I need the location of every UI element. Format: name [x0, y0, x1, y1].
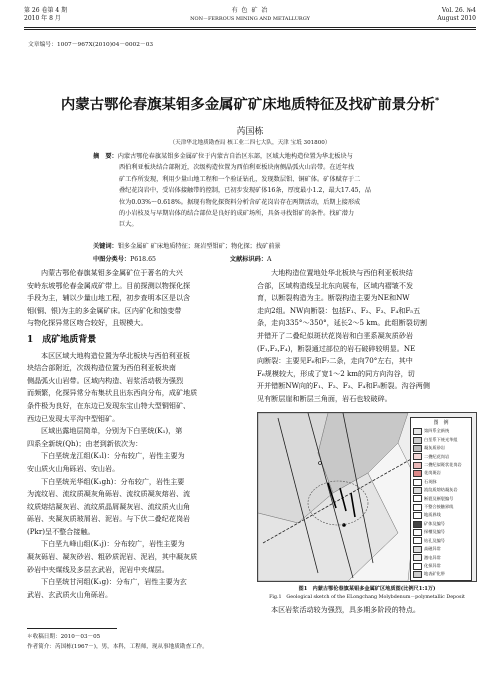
header-rule-2	[24, 29, 476, 30]
text-line: 安山质火山角砾岩、安山岩。	[27, 463, 120, 473]
text-line: 侧晶弧火山岩带。区域内构造、岩浆活动极为强烈	[27, 375, 184, 385]
figure-caption-en: Fig.1 Geological sketch of the ELongchang Molybdenum－polymetallic Deposit	[269, 595, 465, 600]
keywords	[93, 241, 423, 252]
legend-item	[413, 444, 469, 452]
text-line: 并错开了二叠纪似斑状花岗岩和白垩系凝灰质砂岩	[257, 330, 414, 340]
author-bio: 作者简介：芮国栋(1967－)，男，本科，工程师，现从事地质勘查工作。	[27, 644, 208, 650]
abstract-line: 位为0.03%～0.618%。据现有物化探资料分析含矿花岗岩存在两期活动，后期上接形成	[119, 198, 361, 206]
abstract-line: 矿工作所发现，利用少量山地工程和一个验证钻孔，发现数层钼、铜矿体。矿体赋存于二	[119, 175, 361, 183]
author-name: 芮国栋	[236, 127, 264, 137]
legend-swatch	[413, 504, 422, 511]
doc-code-label: 文献标识码：	[229, 256, 268, 263]
legend-label: 矿体及编号	[424, 520, 445, 526]
legend-item	[413, 436, 469, 444]
clc-label: 中图分类号：	[93, 256, 131, 263]
text-line: (F₁,F₂,F₄)，断裂通过部位的岩石破碎较明显。NE	[257, 343, 416, 353]
journal-volume-en: Vol. 26. №4	[441, 7, 476, 14]
legend-label: 二叠纪似斑状花岗岩	[424, 462, 462, 468]
legend-label: 凝灰质砂岩	[424, 445, 445, 451]
legend-swatch	[413, 437, 422, 444]
text-line: F₆规模较大，形成了宽1～2 km的同方向沟谷，切	[257, 368, 415, 378]
legend-rows	[413, 427, 469, 578]
legend-label: 断裂及断裂编号	[424, 495, 454, 501]
text-line: 砾岩、夹凝灰质玻屑岩、泥岩。与下伏二叠纪花岗岩	[27, 514, 191, 524]
text-line: 条，走向335°～350°，延长2～5 km。此组断裂切割	[257, 318, 427, 328]
text-line: 安岭东坡鄂伦春金属成矿带上。目前探测以物探化探	[27, 280, 191, 290]
author-affiliation: （天津华北地质勘查局 核工业二四七大队，天津 宝坻 301800）	[169, 140, 331, 146]
legend-item	[413, 554, 469, 562]
text-line: 下白垩九峰山组(K₁j)：分布较广，岩性主要为	[41, 539, 185, 549]
text-line: 见有断层崖和断层三角面，岩石也较破碎。	[257, 393, 392, 403]
legend-swatch	[413, 470, 422, 477]
legend-label: 钻孔及编号	[424, 537, 445, 543]
legend-item	[413, 478, 469, 486]
legend-title: 图 例	[433, 420, 449, 426]
after-figure-text	[257, 604, 477, 617]
abstract-line: 巨大。	[119, 221, 138, 229]
right-column	[257, 267, 477, 406]
map-legend	[410, 417, 472, 581]
text-line: 钼(铜、银)为主的多金属矿床。区内矿化和蚀变带	[27, 305, 182, 315]
legend-label: 激电异常	[424, 554, 441, 560]
abstract-line	[93, 151, 423, 162]
text-line: 条件极为良好，在东边已发现东宝山特大型铜钼矿、	[27, 400, 191, 410]
journal-date: 2010 年 8 月	[24, 15, 61, 22]
legend-swatch	[413, 554, 422, 561]
abstract-text: 内蒙古鄂伦春旗某钼多金属矿位于内蒙古自治区东部，区域大地构造位置为华北板块与	[117, 153, 353, 160]
doc-code: A	[267, 256, 272, 263]
legend-label: 高磁异常	[424, 546, 441, 552]
text-line: 四系全新统(Qh)；由老到新依次为：	[27, 438, 143, 448]
title-footnote-mark: *	[434, 96, 440, 106]
legend-swatch	[413, 563, 422, 570]
text-line: 为流纹岩、流纹质凝灰角砾岩、流纹质凝灰熔岩、流	[27, 489, 191, 499]
journal-name-en: NON－FERROUS MINING AND METALLURGY	[190, 16, 310, 22]
journal-date-en: August 2010	[437, 15, 476, 22]
text-line: 下白垩统龙江组(K₁l)：分布较广，岩性主要为	[41, 451, 185, 461]
text-line: 区域出露地层简单，分别为下白垩统(K₁)，第	[41, 426, 183, 436]
legend-item	[413, 562, 469, 570]
received-date: ＊收稿日期：2010－03－05	[27, 634, 101, 640]
text-line: 本区区域大地构造位置为华北板块与西伯利亚板	[41, 350, 190, 360]
legend-swatch	[413, 546, 422, 553]
paper-title-text: 内蒙古鄂伦春旗某钼多金属矿矿床地质特征及找矿前景分析	[60, 97, 435, 113]
legend-label: 二叠纪花岗岩	[424, 453, 450, 459]
text-line: 武岩、玄武质火山角砾岩。	[27, 589, 113, 599]
text-line: 而频繁，化探异常分布集状且出东西向分布，成矿地质	[27, 388, 198, 398]
legend-label: 第四系全新统	[424, 428, 450, 434]
legend-label: 流纹质熔结凝灰岩	[424, 487, 458, 493]
text-line: 手段为主，辅以少量山地工程，初步查明本区是以含	[27, 293, 191, 303]
abstract-label: 摘 要：	[93, 153, 118, 160]
footnote-rule	[27, 628, 117, 629]
figure-caption	[257, 585, 477, 602]
legend-item	[413, 520, 469, 528]
legend-item	[413, 503, 469, 511]
legend-item	[413, 495, 469, 503]
abstract-line: 叠纪花岗岩中，受岩体接触带的控制，已初步发现矿体16条，厚度最小1.2，最大17.45，品	[119, 187, 371, 195]
legend-item	[413, 528, 469, 536]
legend-swatch	[413, 462, 422, 469]
legend-swatch	[413, 495, 422, 502]
legend-label: 地质界线	[424, 512, 441, 518]
text-line: 下白垩统甘河组(K₁g)：分布广，岩性主要为玄	[41, 577, 187, 587]
journal-name-cn: 有 色 矿 冶	[231, 7, 269, 14]
footnotes	[27, 632, 267, 652]
journal-name	[150, 7, 350, 23]
legend-item	[413, 545, 469, 553]
text-line: 育，以断裂构造为主。断裂构造主要为NE和NW	[257, 293, 410, 303]
header-rule	[24, 27, 476, 28]
text-line: 合部，区域构造线呈北东向展布，区域内褶皱不发	[257, 280, 414, 290]
intro-paragraph	[27, 267, 245, 330]
text-line: 走向2组。NW向断裂：包括F₁、F₂、F₃、F₄和F₅五	[257, 305, 421, 315]
section-body	[27, 350, 245, 602]
left-column	[27, 267, 245, 601]
legend-label: 探槽及编号	[424, 529, 445, 535]
paper-title	[20, 93, 480, 114]
legend-item	[413, 570, 469, 578]
legend-swatch	[413, 487, 422, 494]
legend-swatch	[413, 479, 422, 486]
legend-item	[413, 486, 469, 494]
abstract-line: 的小岩枝及与早期岩体的结合部位是良好的成矿场所，具备寻找钼矿的条件。找矿潜力	[119, 210, 355, 218]
legend-label: 地表矿化带	[424, 571, 445, 577]
figure-caption-cn: 图1 内蒙古鄂伦春旗某钼多金属矿区地质图(比例尺1:1万)	[298, 586, 436, 592]
abstract-line: 西伯利亚板块结合部附近，次级构造位置为西伯利亚板块南侧晶弧火山岩带。在近年找	[119, 164, 355, 172]
keywords-label: 关键词：	[93, 243, 118, 250]
text-line: 凝灰砾岩、凝灰砂岩、粗砂质泥岩、泥岩，其中凝灰质	[27, 552, 198, 562]
legend-label: 石英脉	[424, 478, 437, 484]
journal-issue-en	[437, 7, 476, 23]
legend-label: 不整合接触界线	[424, 504, 454, 510]
legend-item	[413, 469, 469, 477]
legend-swatch	[413, 445, 422, 452]
text-line: 大地构造位置地处华北板块与西伯利亚板块结	[271, 268, 413, 277]
text-line: 下白垩统光华组(K₁gh)：分布较广，岩性主要	[41, 476, 185, 486]
legend-swatch	[413, 529, 422, 536]
text-line: 块结合部附近，次级构造位置为西伯利亚板块南	[27, 363, 176, 373]
journal-volume: 第 26 卷第 4 期	[24, 7, 68, 14]
legend-item	[413, 511, 469, 519]
geological-map-figure	[257, 412, 477, 582]
keywords-text: 钼多金属矿 矿床地质特征；斑岩型钼矿；物化探；找矿前景	[117, 243, 281, 250]
legend-item	[413, 453, 469, 461]
text-line: 内蒙古鄂伦春旗某钼多金属矿位于著名的大兴	[41, 268, 183, 277]
abstract	[93, 151, 423, 231]
legend-label: 白垩系下统光华组	[424, 436, 458, 442]
section-heading: 1 成矿地质背景	[27, 334, 97, 345]
clc-code: P618.65	[130, 256, 156, 263]
legend-item	[413, 461, 469, 469]
text-line: 纹质熔结凝灰岩、流纹质晶屑凝灰岩、流纹质火山角	[27, 501, 191, 511]
legend-swatch	[413, 521, 422, 528]
legend-swatch	[413, 537, 422, 544]
article-number: 文章编号：1007－967X(2010)04－0002－03	[28, 42, 154, 48]
classification	[93, 254, 423, 265]
text-line: 向断裂：主要见F₆和F₇二条，走向70°左右，其中	[257, 356, 413, 366]
text-line: 西边已发现太平沟中型钼矿。	[27, 413, 120, 423]
text-line: 砂岩中夹煤线及多层玄武岩，泥岩中夹煤层。	[27, 564, 169, 574]
legend-item	[413, 537, 469, 545]
text-line: 与物化探异常区吻合较好，且规模大。	[27, 318, 148, 328]
legend-swatch	[413, 571, 422, 578]
text-line: 本区岩浆活动较为强烈，具多期多阶段的特点。	[271, 605, 420, 614]
legend-label: 化探异常	[424, 562, 441, 568]
legend-label: 花岗斑岩	[424, 470, 441, 476]
text-line: (Pkr)呈不整合接触。	[27, 526, 95, 536]
text-line: 开并错断NW向的F₁、F₂、F₃、F₄和F₅断裂。沟谷两侧	[257, 381, 430, 391]
journal-issue	[24, 7, 67, 23]
legend-swatch	[413, 428, 422, 435]
legend-item	[413, 427, 469, 435]
legend-swatch	[413, 453, 422, 460]
legend-swatch	[413, 512, 422, 519]
